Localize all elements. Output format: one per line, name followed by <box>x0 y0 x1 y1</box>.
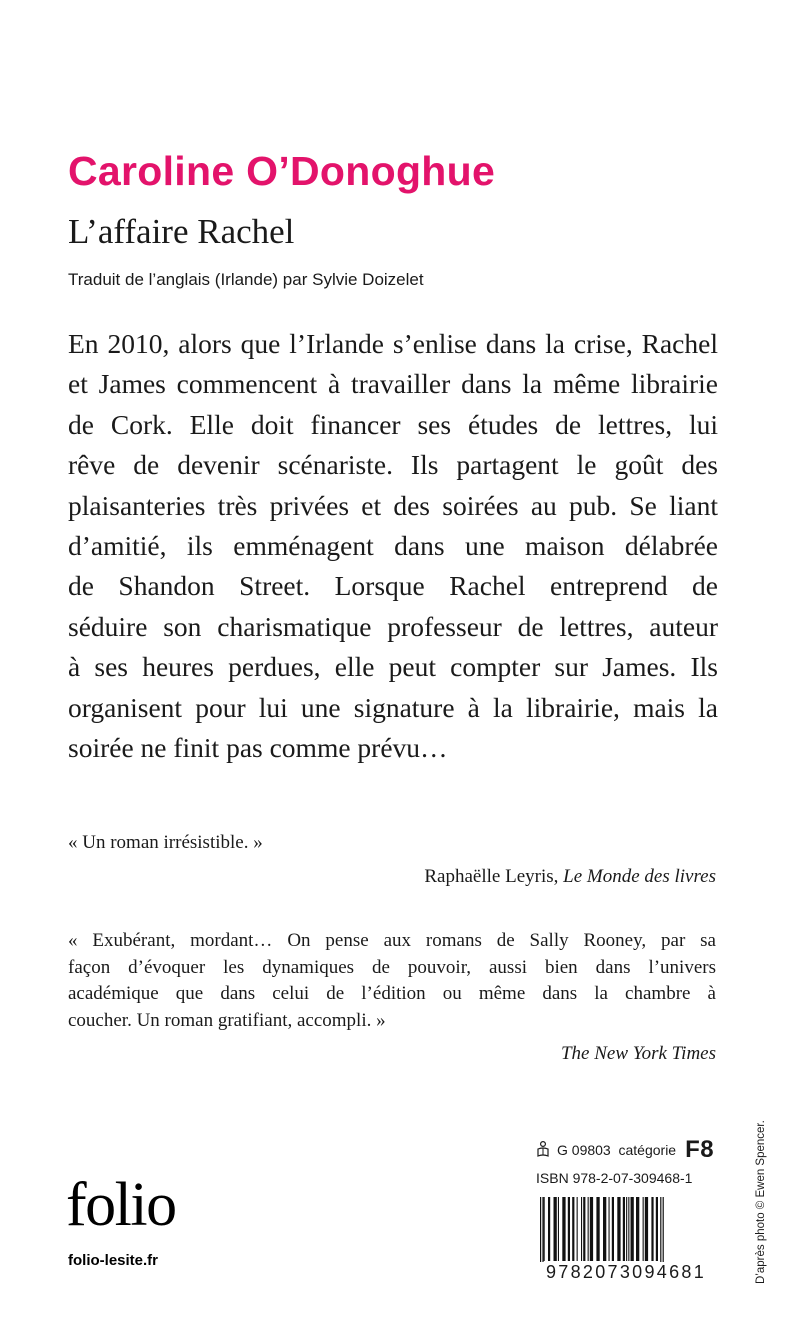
barcode-bar <box>562 1197 565 1261</box>
publisher-logo: folio <box>66 1171 176 1239</box>
attribution-name: Raphaëlle Leyris, <box>424 865 564 887</box>
barcode-bar <box>631 1197 634 1261</box>
barcode-bar <box>558 1197 559 1261</box>
barcode-bar <box>609 1197 610 1261</box>
barcode-bar <box>636 1197 639 1261</box>
blurb-line: rêve de devenir scénariste. Ils partagent le goût des <box>68 449 718 481</box>
barcode-bar <box>548 1197 550 1261</box>
catalog-code-row <box>536 1136 716 1164</box>
catalog-code: G 09803 <box>557 1142 611 1158</box>
category-code: F8 <box>685 1136 715 1163</box>
quote-line: « Un roman irrésistible. » <box>68 832 263 853</box>
barcode-bar <box>583 1197 585 1261</box>
barcode-bar <box>568 1197 570 1261</box>
barcode-bar <box>581 1197 582 1261</box>
reader-icon <box>536 1141 550 1159</box>
press-quote-1 <box>68 830 716 890</box>
blurb-line: de Cork. Elle doit financer ses études de lettres, lui <box>68 408 718 440</box>
blurb-line: organisent pour lui une signature à la librairie, mais la <box>68 691 718 723</box>
barcode-bar <box>544 1197 545 1261</box>
barcode-bar <box>623 1197 625 1261</box>
blurb-line: En 2010, alors que l’Irlande s’enlise dans la crise, Rachel <box>68 328 718 359</box>
barcode-bar <box>651 1197 653 1261</box>
book-title: L’affaire Rachel <box>68 212 295 251</box>
barcode-bar <box>590 1197 593 1261</box>
author-name: Caroline O’Donoghue <box>68 148 496 194</box>
translator-credit: Traduit de l’anglais (Irlande) par Sylvie Doizelet <box>68 270 424 289</box>
blurb-line: d’amitié, ils emménagent dans une maison délabrée <box>68 529 718 561</box>
blurb-line: soirée ne finit pas comme prévu… <box>68 731 448 763</box>
barcode-bar <box>596 1197 599 1261</box>
barcode-bar <box>643 1197 644 1261</box>
barcode-bar <box>603 1197 606 1261</box>
blurb-line: à ses heures perdues, elle peut compter sur James. Ils <box>68 651 718 683</box>
barcode-bar <box>617 1197 620 1261</box>
quote-line: façon d’évoquer les dynamiques de pouvoir, aussi bien dans l’univers <box>68 956 716 978</box>
blurb-line: de Shandon Street. Lorsque Rachel entreprend de <box>68 570 718 602</box>
blurb-line: et James commencent à travailler dans la même librairie <box>68 368 718 400</box>
barcode-bar <box>656 1197 658 1261</box>
quote-attribution: The New York Times <box>560 1043 716 1064</box>
barcode-bar <box>554 1197 557 1261</box>
barcode-bar <box>628 1197 629 1261</box>
quote-line: académique que dans celui de l’édition ou même dans la chambre à <box>68 983 716 1004</box>
blurb <box>68 324 718 768</box>
blurb-line: séduire son charismatique professeur de lettres, auteur <box>68 610 718 642</box>
barcode-digits: 9782073094681 <box>533 1262 719 1283</box>
quote-attribution <box>68 864 716 891</box>
barcode-bar <box>588 1197 589 1261</box>
attribution-source: Le Monde des livres <box>563 865 716 887</box>
barcode-bar <box>645 1197 648 1261</box>
barcode-bar <box>577 1197 578 1261</box>
publisher-site: folio-lesite.fr <box>68 1252 159 1269</box>
quote-line: « Exubérant, mordant… On pense aux romans de Sally Rooney, par sa <box>68 930 716 951</box>
barcode-bar <box>626 1197 627 1261</box>
isbn: ISBN 978-2-07-309468-1 <box>536 1170 693 1186</box>
photo-credit: D’après photo © Ewen Spencer. <box>755 1120 767 1284</box>
press-quote-2 <box>68 928 716 1068</box>
quote-line: coucher. Un roman gratifiant, accompli. » <box>68 1009 386 1031</box>
barcode-bar <box>612 1197 614 1261</box>
blurb-line: plaisanteries très privées et des soirées au pub. Se liant <box>68 489 718 521</box>
category-label: catégorie <box>618 1142 677 1158</box>
barcode-bar <box>572 1197 574 1261</box>
